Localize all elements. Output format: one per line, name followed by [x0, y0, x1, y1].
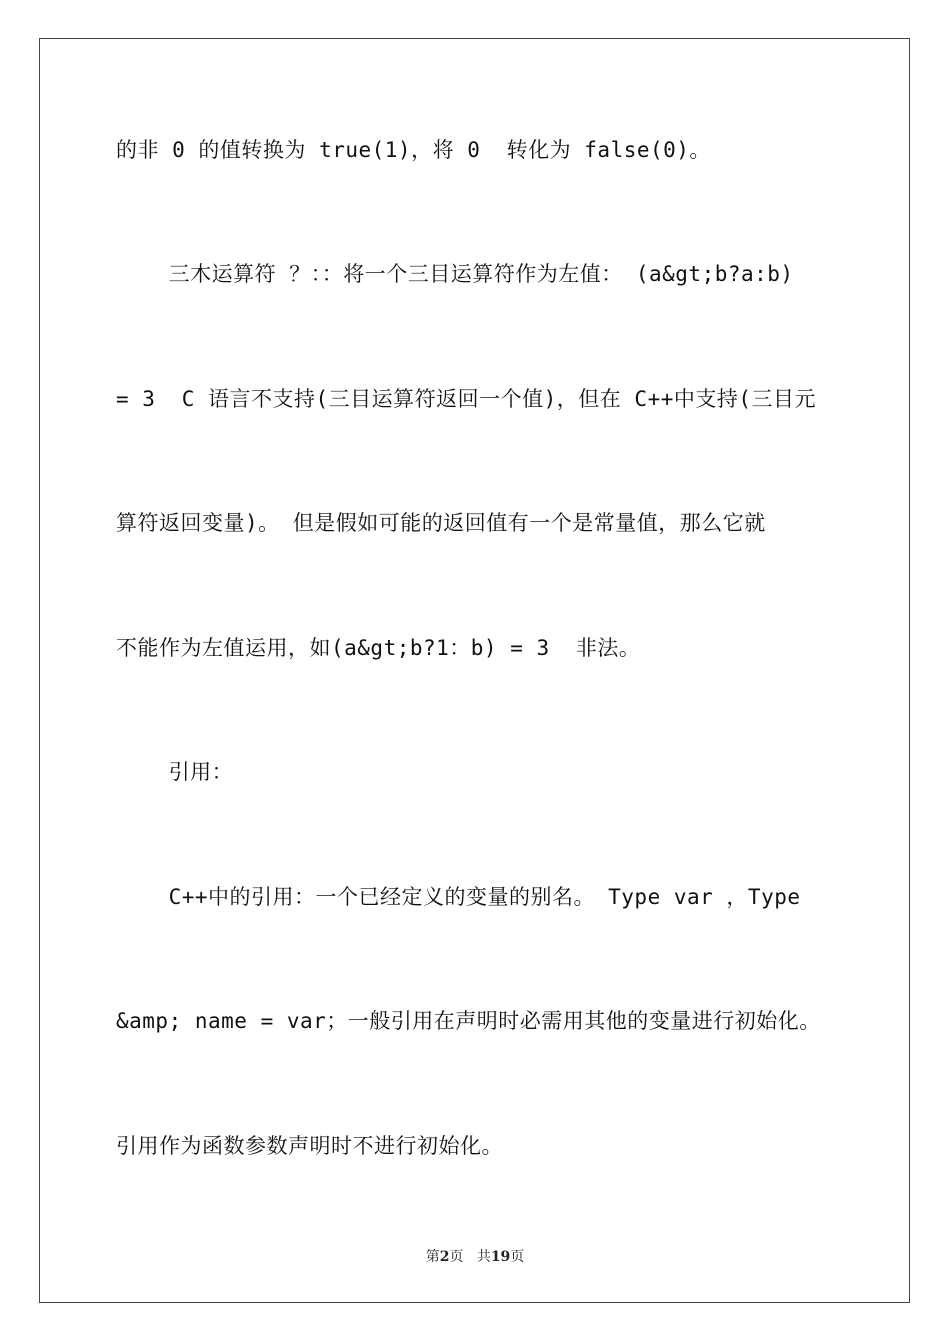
page-border	[39, 38, 910, 1303]
total-suffix: 页	[510, 1249, 525, 1265]
text-line-1: 的非 0 的值转换为 true(1)，将 0 转化为 false(0)。	[116, 138, 711, 162]
page-footer	[0, 1246, 950, 1266]
text-line-4: 算符返回变量)。 但是假如可能的返回值有一个是常量值，那么它就	[116, 511, 766, 535]
text-line-8: &amp; name = var；一般引用在声明时必需用其他的变量进行初始化。	[116, 1009, 821, 1033]
text-line-6: 引用：	[116, 760, 234, 784]
page-suffix: 页	[449, 1249, 464, 1265]
total-pages: 19	[490, 1249, 511, 1265]
text-line-7: C++中的引用：一个已经定义的变量的别名。 Type var ，Type	[116, 885, 801, 909]
text-line-3: = 3 C 语言不支持(三目运算符返回一个值)，但在 C++中支持(三目元	[116, 387, 817, 411]
page-prefix: 第	[425, 1249, 440, 1265]
total-prefix: 共	[476, 1249, 491, 1265]
page-number: 2	[439, 1249, 450, 1265]
text-line-2: 三木运算符 ？：：将一个三目运算符作为左值： (a&gt;b?a:b)	[116, 262, 794, 286]
text-line-9: 引用作为函数参数声明时不进行初始化。	[116, 1134, 503, 1158]
text-line-5: 不能作为左值运用，如(a&gt;b?1：b) = 3 非法。	[116, 636, 641, 660]
